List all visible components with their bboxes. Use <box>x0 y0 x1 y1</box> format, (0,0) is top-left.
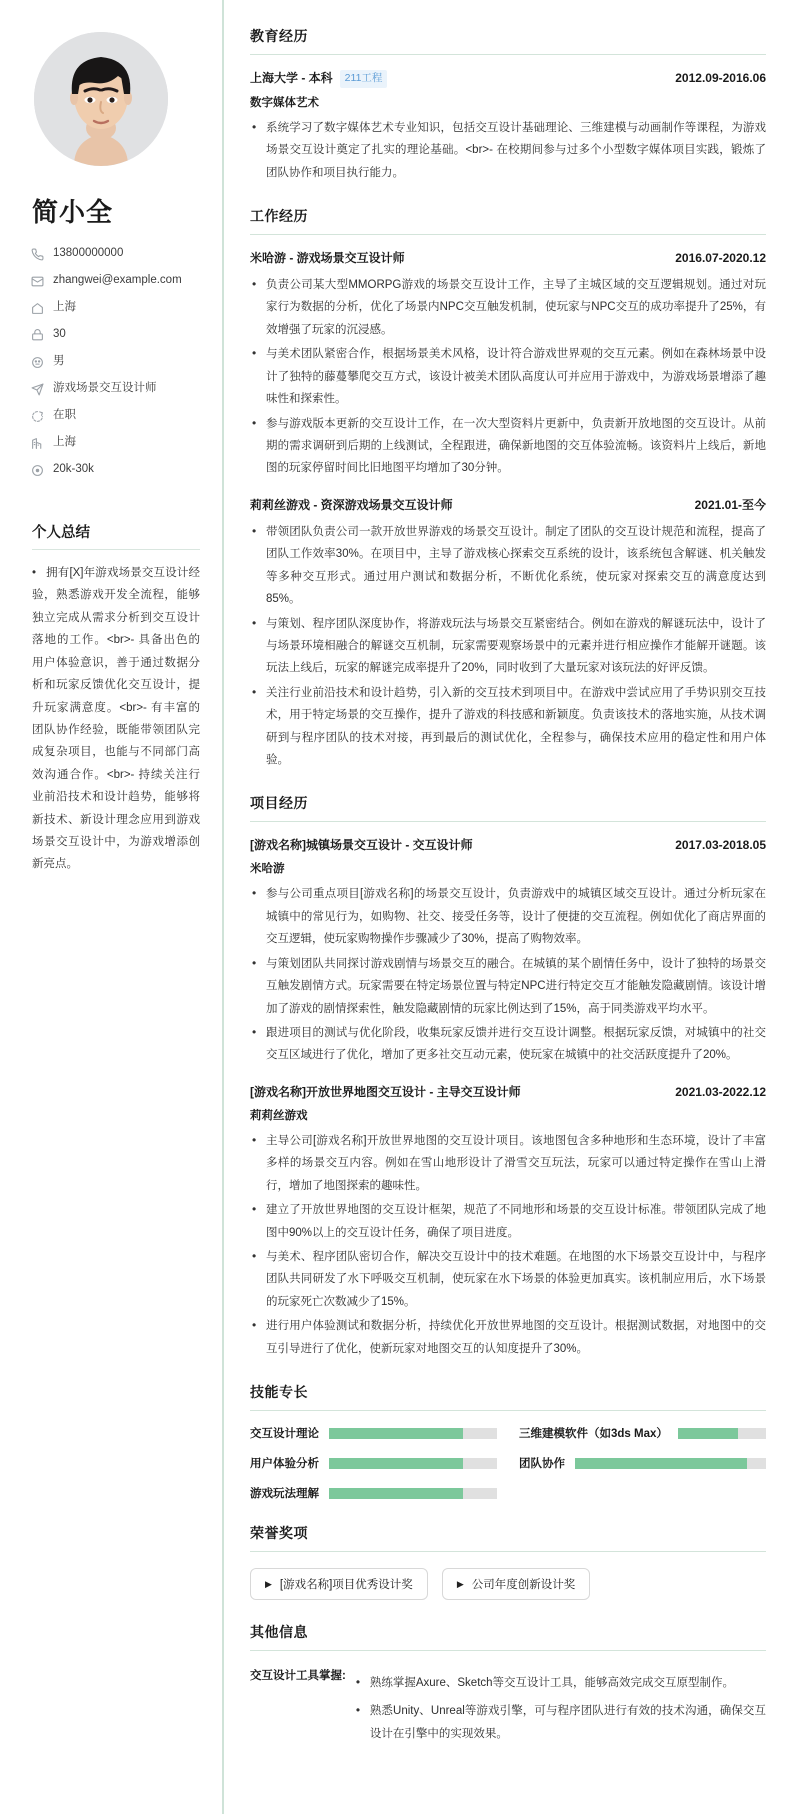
contact-value: 男 <box>53 355 65 368</box>
list-item: • 与美术、程序团队密切合作，解决交互设计中的技术难题。在地图的水下场景交互设计中，与程序团队共同研发了水下呼吸交互机制，使玩家在水下场景的体验更加真实。该机制应用后，水下场景的玩家死亡次数减少了15%。 <box>250 1246 766 1313</box>
skill-progress-bar <box>329 1488 497 1499</box>
summary-text: 拥有[X]年游戏场景交互设计经验，熟悉游戏开发全流程，能够独立完成从需求分析到交互设计落地的工作。<br>- 具备出色的用户体验意识，善于通过数据分析和玩家反馈优化交互设计，提升玩家满意度。<br>- 有丰富的团队协作经验，既能带领团队完成复杂项目，也能与不同部门高效沟通合作。<br>- 持续关注行业前沿技术和设计趋势，能够将新技术、新设计理念应用到游戏场景交互设计中，为游戏增添创新亮点。 <box>32 567 200 871</box>
skill-progress-bar <box>678 1428 766 1439</box>
project-company: 米哈游 <box>250 863 285 876</box>
work-title: 米哈游 - 游戏场景交互设计师 <box>250 251 405 266</box>
portrait-photo-icon <box>34 32 168 166</box>
contact-city <box>30 436 200 450</box>
bullet-marker: • <box>32 567 37 579</box>
skill-row <box>519 1455 766 1471</box>
contact-value: 20k-30k <box>53 463 94 476</box>
contact-value: 在职 <box>53 409 76 422</box>
skill-row <box>250 1425 497 1441</box>
entry-header <box>250 249 766 267</box>
contact-hometown <box>30 301 200 315</box>
skill-row <box>250 1455 497 1471</box>
project-entry <box>250 1083 766 1360</box>
entry-header <box>250 496 766 514</box>
summary-section-title: 个人总结 <box>32 521 200 550</box>
list-item: • 熟悉Unity、Unreal等游戏引擎，可与程序团队进行有效的技术沟通，确保交互设计在引擎中的实现效果。 <box>354 1700 766 1745</box>
skill-label: 用户体验分析 <box>250 1458 319 1471</box>
award-list <box>250 1566 766 1600</box>
project-title: [游戏名称]城镇场景交互设计 - 交互设计师 <box>250 838 473 853</box>
status-icon <box>30 409 44 423</box>
section-title-work: 工作经历 <box>250 206 766 235</box>
list-item: • 关注行业前沿技术和设计趋势，引入新的交互技术到项目中。在游戏中尝试应用了手势识别交互技术，用于特定场景的交互操作，提升了游戏的科技感和新颖度。负责该技术的落地实施，从技术调研到与程序团队的技术对接，再到最后的测试优化，全程参与，确保技术应用的稳定性和用户体验。 <box>250 682 766 772</box>
other-info-bullets <box>354 1672 766 1745</box>
page-title: 简小全 <box>32 197 114 227</box>
work-bullets <box>250 274 766 480</box>
education-bullets <box>250 117 766 184</box>
list-item: • 主导公司[游戏名称]开放世界地图的交互设计项目。该地图包含多种地形和生态环境，设计了丰富多样的场景交互内容。例如在雪山地形设计了滑雪交互玩法，玩家可以通过特定操作在雪山上滑行，增加了地图探索的趣味性。 <box>250 1130 766 1197</box>
section-title-projects: 项目经历 <box>250 793 766 822</box>
section-other-info <box>250 1622 766 1751</box>
skill-label: 交互设计理论 <box>250 1428 319 1441</box>
award-chip[interactable] <box>442 1568 590 1600</box>
award-label: [游戏名称]项目优秀设计奖 <box>279 1579 413 1592</box>
triangle-right-icon: ▶ <box>456 1578 464 1589</box>
skill-progress-fill <box>575 1458 747 1469</box>
phone-icon <box>30 247 44 261</box>
home-icon <box>30 301 44 315</box>
list-item: • 与策划团队共同探讨游戏剧情与场景交互的融合。在城镇的某个剧情任务中，设计了独特的场景交互触发剧情方式。玩家需要在特定场景位置与特定NPC进行特定交互才能触发隐藏剧情。该设计增加了游戏的剧情探索性，触发隐藏剧情的玩家比例达到了15%，高于同类游戏平均水平。 <box>250 953 766 1020</box>
list-item: • 参与公司重点项目[游戏名称]的场景交互设计，负责游戏中的城镇区域交互设计。通过分析玩家在城镇中的常见行为，如购物、社交、接受任务等，设计了便捷的交互流程。例如优化了商店界面的交互逻辑，使玩家购物操作步骤减少了30%，提高了购物效率。 <box>250 883 766 950</box>
award-chip[interactable] <box>250 1568 428 1600</box>
project-company: 莉莉丝游戏 <box>250 1109 308 1122</box>
sidebar <box>0 0 222 1814</box>
section-title-skills: 技能专长 <box>250 1382 766 1411</box>
list-item: • 与策划、程序团队深度协作，将游戏玩法与场景交互紧密结合。例如在游戏的解谜玩法中，设计了与场景环境相融合的解谜交互机制，玩家需要观察场景中的元素并进行相应操作才能解开谜题。该玩法上线后，玩家的解谜完成率提升了20%，同时收到了大量玩家对该玩法的好评反馈。 <box>250 613 766 680</box>
list-item: • 熟练掌握Axure、Sketch等交互设计工具，能够高效完成交互原型制作。 <box>354 1672 766 1694</box>
list-item: • 与美术团队紧密合作，根据场景美术风格，设计符合游戏世界观的交互元素。例如在森林场景中设计了独特的藤蔓攀爬交互方式，该设计被美术团队高度认可并应用于游戏中，为游戏场景增添了趣味性和探索性。 <box>250 343 766 410</box>
email-icon <box>30 274 44 288</box>
list-item: • 负责公司某大型MMORPG游戏的场景交互设计工作，主导了主城区域的交互逻辑规划。通过对玩家行为数据的分析，优化了场景内NPC交互触发机制，使玩家与NPC交互的成功率提升了25%，有效增强了玩家的沉浸感。 <box>250 274 766 341</box>
section-title-education: 教育经历 <box>250 26 766 55</box>
other-info-label: 交互设计工具掌握: <box>250 1670 346 1683</box>
salary-icon <box>30 463 44 477</box>
work-entry <box>250 249 766 480</box>
contact-value: 30 <box>53 328 66 341</box>
skill-progress-fill <box>329 1428 463 1439</box>
section-projects <box>250 793 766 1360</box>
city-icon <box>30 436 44 450</box>
contact-salary <box>30 463 200 477</box>
list-item: • 建立了开放世界地图的交互设计框架，规范了不同地形和场景的交互设计标准。带领团队完成了地图中90%以上的交互设计任务，确保了项目进度。 <box>250 1199 766 1244</box>
skill-progress-fill <box>329 1458 463 1469</box>
list-item: • 进行用户体验测试和数据分析，持续优化开放世界地图的交互设计。根据测试数据，对地图中的交互引导进行了优化，使新玩家对地图交互的认知度提升了30%。 <box>250 1315 766 1360</box>
work-title: 莉莉丝游戏 - 资深游戏场景交互设计师 <box>250 497 453 512</box>
avatar <box>34 32 168 166</box>
contact-gender <box>30 355 200 369</box>
section-title-other-info: 其他信息 <box>250 1622 766 1651</box>
project-date: 2017.03-2018.05 <box>675 838 766 853</box>
gender-icon <box>30 355 44 369</box>
contact-status <box>30 409 200 423</box>
section-title-awards: 荣誉奖项 <box>250 1523 766 1552</box>
status-badge: 211工程 <box>340 70 388 88</box>
main-content <box>222 0 794 1814</box>
list-item: • 参与游戏版本更新的交互设计工作，在一次大型资料片更新中，负责新开放地图的交互设计。从前期的需求调研到后期的上线测试，全程跟进，确保新地图的交互体验流畅。该资料片上线后，新地图的玩家停留时间比旧地图平均增加了30分钟。 <box>250 413 766 480</box>
skill-progress-fill <box>678 1428 738 1439</box>
contact-position <box>30 382 200 396</box>
work-date: 2016.07-2020.12 <box>675 251 766 266</box>
contact-value: zhangwei@example.com <box>53 274 182 287</box>
skill-row <box>519 1425 766 1441</box>
list-item: • 系统学习了数字媒体艺术专业知识，包括交互设计基础理论、三维建模与动画制作等课程，为游戏场景交互设计奠定了扎实的理论基础。<br>- 在校期间参与过多个小型数字媒体项目实践，锻炼了团队协作和项目执行能力。 <box>250 117 766 184</box>
skill-progress-fill <box>329 1488 463 1499</box>
section-skills <box>250 1382 766 1501</box>
position-icon <box>30 382 44 396</box>
contact-value: 游戏场景交互设计师 <box>53 382 157 395</box>
skill-progress-bar <box>329 1428 497 1439</box>
skill-progress-bar <box>329 1458 497 1469</box>
education-entry <box>250 69 766 184</box>
education-date: 2012.09-2016.06 <box>675 71 766 85</box>
age-icon <box>30 328 44 342</box>
skill-label: 三维建模软件（如3ds Max） <box>519 1428 668 1441</box>
section-awards <box>250 1523 766 1600</box>
project-bullets <box>250 883 766 1066</box>
section-education <box>250 26 766 184</box>
contact-phone <box>30 247 200 261</box>
school-name-row <box>250 69 387 88</box>
award-label: 公司年度创新设计奖 <box>471 1579 576 1592</box>
contact-email <box>30 274 200 288</box>
work-entry <box>250 496 766 772</box>
skill-label: 游戏玩法理解 <box>250 1488 319 1501</box>
contact-age <box>30 328 200 342</box>
major-name: 数字媒体艺术 <box>250 96 319 109</box>
entry-header <box>250 1083 766 1101</box>
other-info-row <box>250 1665 766 1751</box>
skill-label: 团队协作 <box>519 1458 565 1471</box>
triangle-right-icon: ▶ <box>265 1578 272 1589</box>
contact-list <box>30 247 200 477</box>
skill-row <box>250 1485 497 1501</box>
section-work <box>250 206 766 771</box>
entry-header <box>250 836 766 854</box>
skill-grid <box>250 1425 766 1501</box>
project-date: 2021.03-2022.12 <box>675 1084 766 1099</box>
work-date: 2021.01-至今 <box>694 497 766 512</box>
school-name: 上海大学 - 本科 <box>250 71 333 85</box>
contact-value: 13800000000 <box>53 247 124 260</box>
summary-body <box>30 562 200 876</box>
list-item: • 带领团队负责公司一款开放世界游戏的场景交互设计。制定了团队的交互设计规范和流程，提高了团队工作效率30%。在项目中，主导了游戏核心探索交互系统的设计，该系统包含解谜、机关触发等多种交互形式。通过用户测试和数据分析，不断优化系统，使玩家对探索交互的满意度达到85%。 <box>250 521 766 611</box>
entry-header <box>250 69 766 88</box>
contact-value: 上海 <box>53 436 76 449</box>
project-entry <box>250 836 766 1066</box>
list-item: • 跟进项目的测试与优化阶段，收集玩家反馈并进行交互设计调整。根据玩家反馈，对城镇中的社交交互区域进行了优化，增加了更多社交互动元素，使玩家在城镇中的社交活跃度提升了20%。 <box>250 1022 766 1067</box>
work-bullets <box>250 521 766 772</box>
skill-progress-bar <box>575 1458 766 1469</box>
other-info-body <box>354 1665 766 1751</box>
project-bullets <box>250 1130 766 1360</box>
contact-value: 上海 <box>53 301 76 314</box>
project-title: [游戏名称]开放世界地图交互设计 - 主导交互设计师 <box>250 1084 521 1099</box>
